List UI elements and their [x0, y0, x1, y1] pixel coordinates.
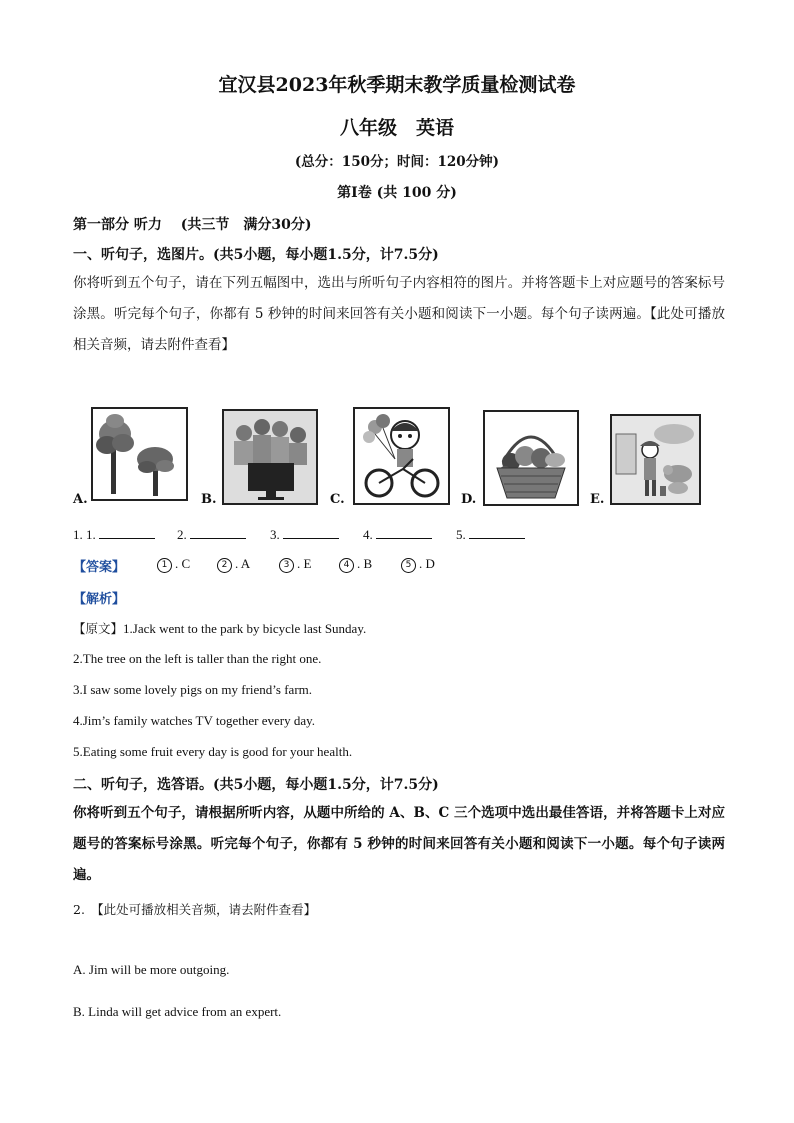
- family-tv-icon: [224, 411, 316, 503]
- blank-3[interactable]: 3.: [270, 526, 339, 543]
- picture-label-d: D.: [461, 492, 477, 507]
- answer-2: 2 . A: [217, 556, 250, 573]
- transcript-line-4: 4.Jim’s family watches TV together every day.: [73, 713, 316, 728]
- picture-label-b: B.: [201, 492, 217, 507]
- picture-a: [91, 407, 188, 501]
- section2-title: 二、听句子，选答语。(共5小题，每小题1.5分，计7.5分): [73, 777, 439, 793]
- section1-title: 一、听句子，选图片。(共5小题，每小题1.5分，计7.5分): [73, 247, 439, 263]
- part1-heading: 第一部分 听力 (共三节 满分30分): [73, 217, 312, 233]
- exam-title: 宜汉县2023年秋季期末教学质量检测试卷: [218, 74, 576, 96]
- blank-1[interactable]: 1. 1.: [73, 526, 155, 543]
- fruit-basket-icon: [485, 412, 577, 504]
- picture-e: [610, 414, 701, 505]
- question-2-option-a[interactable]: A. Jim will be more outgoing.: [73, 962, 230, 977]
- picture-c: [353, 407, 450, 505]
- transcript-line-3: 3.I saw some lovely pigs on my friend’s farm.: [73, 682, 313, 697]
- section2-instructions: 你将听到五个句子，请根据所听内容，从题中所给的 A、B、C 三个选项中选出最佳答语，并将答题卡上对应题号的答案标号涂黑。听完每个句子，你都有 5 秒钟的时间来回答有关小题和阅读下一小题。每个句子读两遍。: [73, 805, 725, 883]
- answer-5: 5 . D: [401, 556, 435, 573]
- blank-2[interactable]: 2.: [177, 526, 246, 543]
- answer-4: 4 . B: [339, 556, 372, 573]
- volume-heading: 第Ⅰ卷 (共 100 分): [337, 185, 457, 201]
- picture-b: [222, 409, 318, 505]
- picture-label-e: E.: [590, 492, 605, 507]
- picture-d: [483, 410, 579, 506]
- question-2-option-b[interactable]: B. Linda will get advice from an expert.: [73, 1004, 282, 1019]
- question-2-stem: 2. 【此处可播放相关音频，请去附件查看】: [73, 902, 317, 917]
- transcript-line-5: 5.Eating some fruit every day is good for your health.: [73, 744, 353, 759]
- analysis-label: 【解析】: [73, 592, 126, 607]
- blank-5[interactable]: 5.: [456, 526, 525, 543]
- boy-bicycle-icon: [355, 409, 448, 503]
- picture-label-c: C.: [330, 492, 345, 507]
- trees-icon: [93, 409, 186, 499]
- blank-4[interactable]: 4.: [363, 526, 432, 543]
- score-info: (总分：150分；时间：120分钟): [294, 154, 500, 170]
- answer-1: 1 . C: [157, 556, 190, 573]
- answer-label: 【答案】: [73, 560, 126, 575]
- answer-3: 3 . E: [279, 556, 311, 573]
- transcript-line-2: 2.The tree on the left is taller than the right one.: [73, 651, 322, 666]
- farm-pigs-icon: [612, 416, 699, 503]
- exam-subtitle: 八年级 英语: [339, 117, 454, 139]
- picture-label-a: A.: [73, 492, 88, 507]
- section1-instructions: 你将听到五个句子，请在下列五幅图中，选出与所听句子内容相符的图片。并将答题卡上对应题号的答案标号涂黑。听完每个句子，你都有 5 秒钟的时间来回答有关小题和阅读下一小题。每个句子读两遍。【此处可播放相关音频，请去附件查看】: [73, 275, 725, 353]
- transcript-line-1: 【原文】1.Jack went to the park by bicycle last Sunday.: [73, 621, 367, 636]
